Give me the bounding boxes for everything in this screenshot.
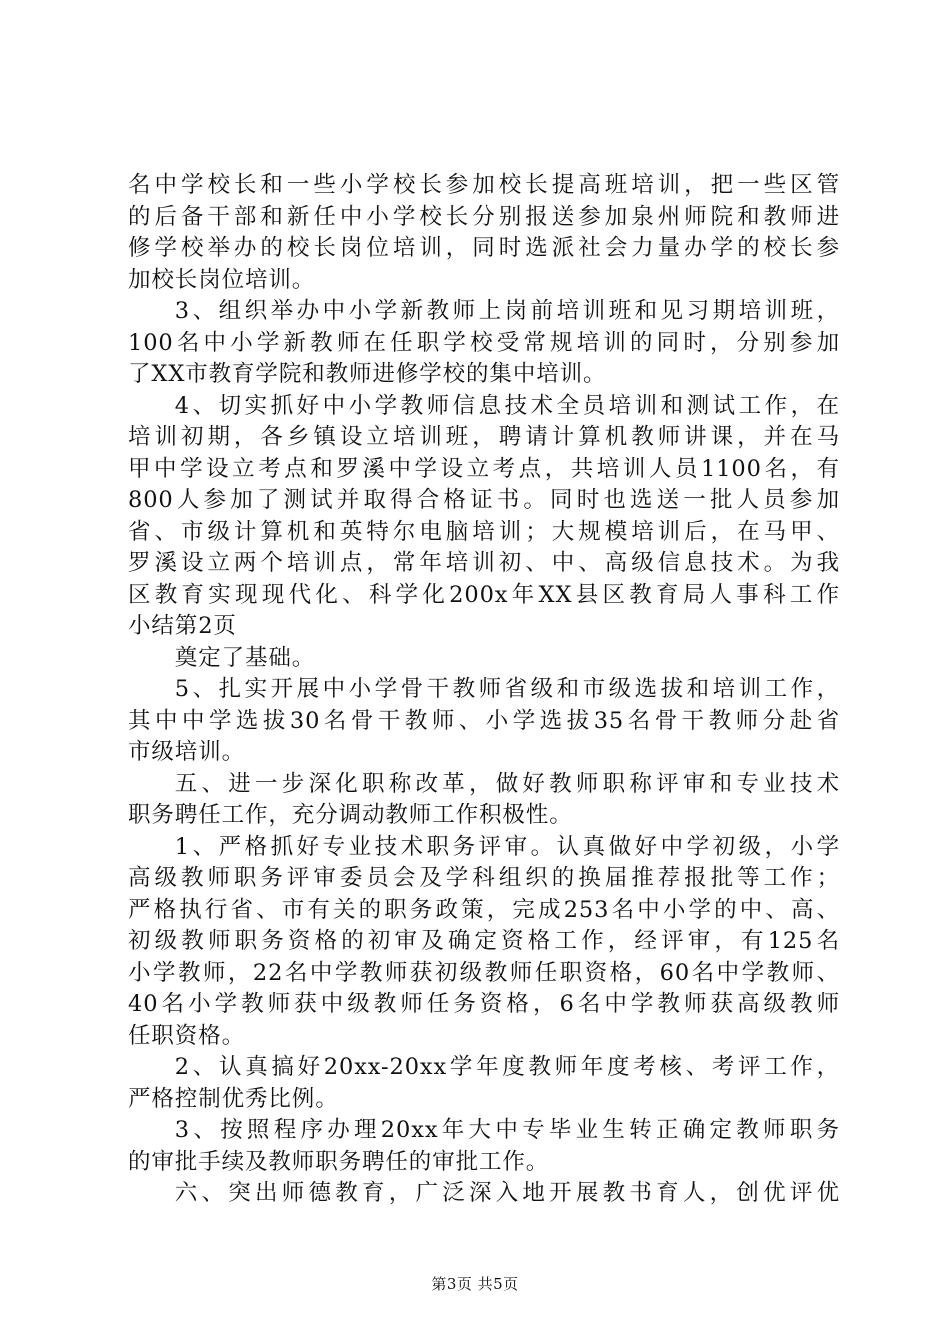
page-footer — [0, 1274, 950, 1294]
text-line: 修学校举办的校长岗位培训，同时选派社会力量办学的校长参 — [128, 235, 840, 261]
text-line: 5、扎实开展中小学骨干教师省级和市级选拔和培训工作， — [174, 676, 840, 702]
text-line: 严格控制优秀比例。 — [128, 1085, 339, 1112]
text-line: 甲中学设立考点和罗溪中学设立考点，共培训人员1100名，有 — [128, 455, 840, 482]
text-line: 职务聘任工作，充分调动教师工作积极性。 — [128, 802, 573, 828]
text-line: 小学教师，22名中学教师获初级教师任职资格，60名中学教师、 — [128, 959, 840, 986]
text-line: 3、按照程序办理20xx年大中专毕业生转正确定教师职务 — [174, 1117, 840, 1143]
text-line: 任职资格。 — [128, 1022, 246, 1049]
text-line: 奠定了基础。 — [174, 644, 316, 671]
text-line: 40名小学教师获中级教师任务资格，6名中学教师获高级教师 — [128, 991, 840, 1017]
text-line: 1、严格抓好专业技术职务评审。认真做好中学初级，小学 — [174, 833, 840, 860]
text-line: 3、组织举办中小学新教师上岗前培训班和见习期培训班， — [174, 298, 840, 324]
text-line: 初级教师职务资格的初审及确定资格工作，经评审，有125名 — [128, 928, 840, 954]
page-number-label: 第3页 共5页 — [431, 1275, 519, 1293]
text-line: 五、进一步深化职称改革，做好教师职称评审和专业技术 — [174, 770, 840, 797]
text-line: 省、市级计算机和英特尔电脑培训；大规模培训后，在马甲、 — [128, 518, 840, 545]
text-line: 罗溪设立两个培训点，常年培训初、中、高级信息技术。为我 — [128, 550, 840, 576]
text-line: 100名中小学新教师在任职学校受常规培训的同时，分别参加 — [128, 329, 840, 356]
text-line: 2、认真搞好20xx-20xx学年度教师年度考核、考评工作， — [174, 1054, 840, 1080]
text-line: 小结第2页 — [128, 613, 237, 639]
text-line: 名中学校长和一些小学校长参加校长提高班培训，把一些区管 — [128, 172, 840, 198]
text-line: 严格执行省、市有关的职务政策，完成253名中小学的中、高、 — [128, 896, 840, 923]
text-line: 的后备干部和新任中小学校长分别报送参加泉州师院和教师进 — [128, 203, 840, 230]
text-line: 高级教师职务评审委员会及学科组织的换届推荐报批等工作； — [128, 865, 840, 891]
text-line: 六、突出师德教育，广泛深入地开展教书育人，创优评优 — [174, 1180, 840, 1206]
document-body — [128, 170, 840, 1210]
text-line: 市级培训。 — [128, 739, 246, 765]
text-line: 加校长岗位培训。 — [128, 266, 316, 293]
text-line: 区教育实现现代化、科学化200x年XX县区教育局人事科工作 — [128, 581, 840, 608]
text-line: 了XX市教育学院和教师进修学校的集中培训。 — [128, 361, 607, 387]
text-line: 其中中学选拔30名骨干教师、小学选拔35名骨干教师分赴省 — [128, 707, 840, 734]
text-line: 800人参加了测试并取得合格证书。同时也选送一批人员参加 — [128, 487, 840, 513]
text-line: 4、切实抓好中小学教师信息技术全员培训和测试工作，在 — [174, 392, 840, 419]
text-line: 的审批手续及教师职务聘任的审批工作。 — [128, 1148, 550, 1175]
text-line: 培训初期，各乡镇设立培训班，聘请计算机教师讲课，并在马 — [128, 424, 840, 450]
